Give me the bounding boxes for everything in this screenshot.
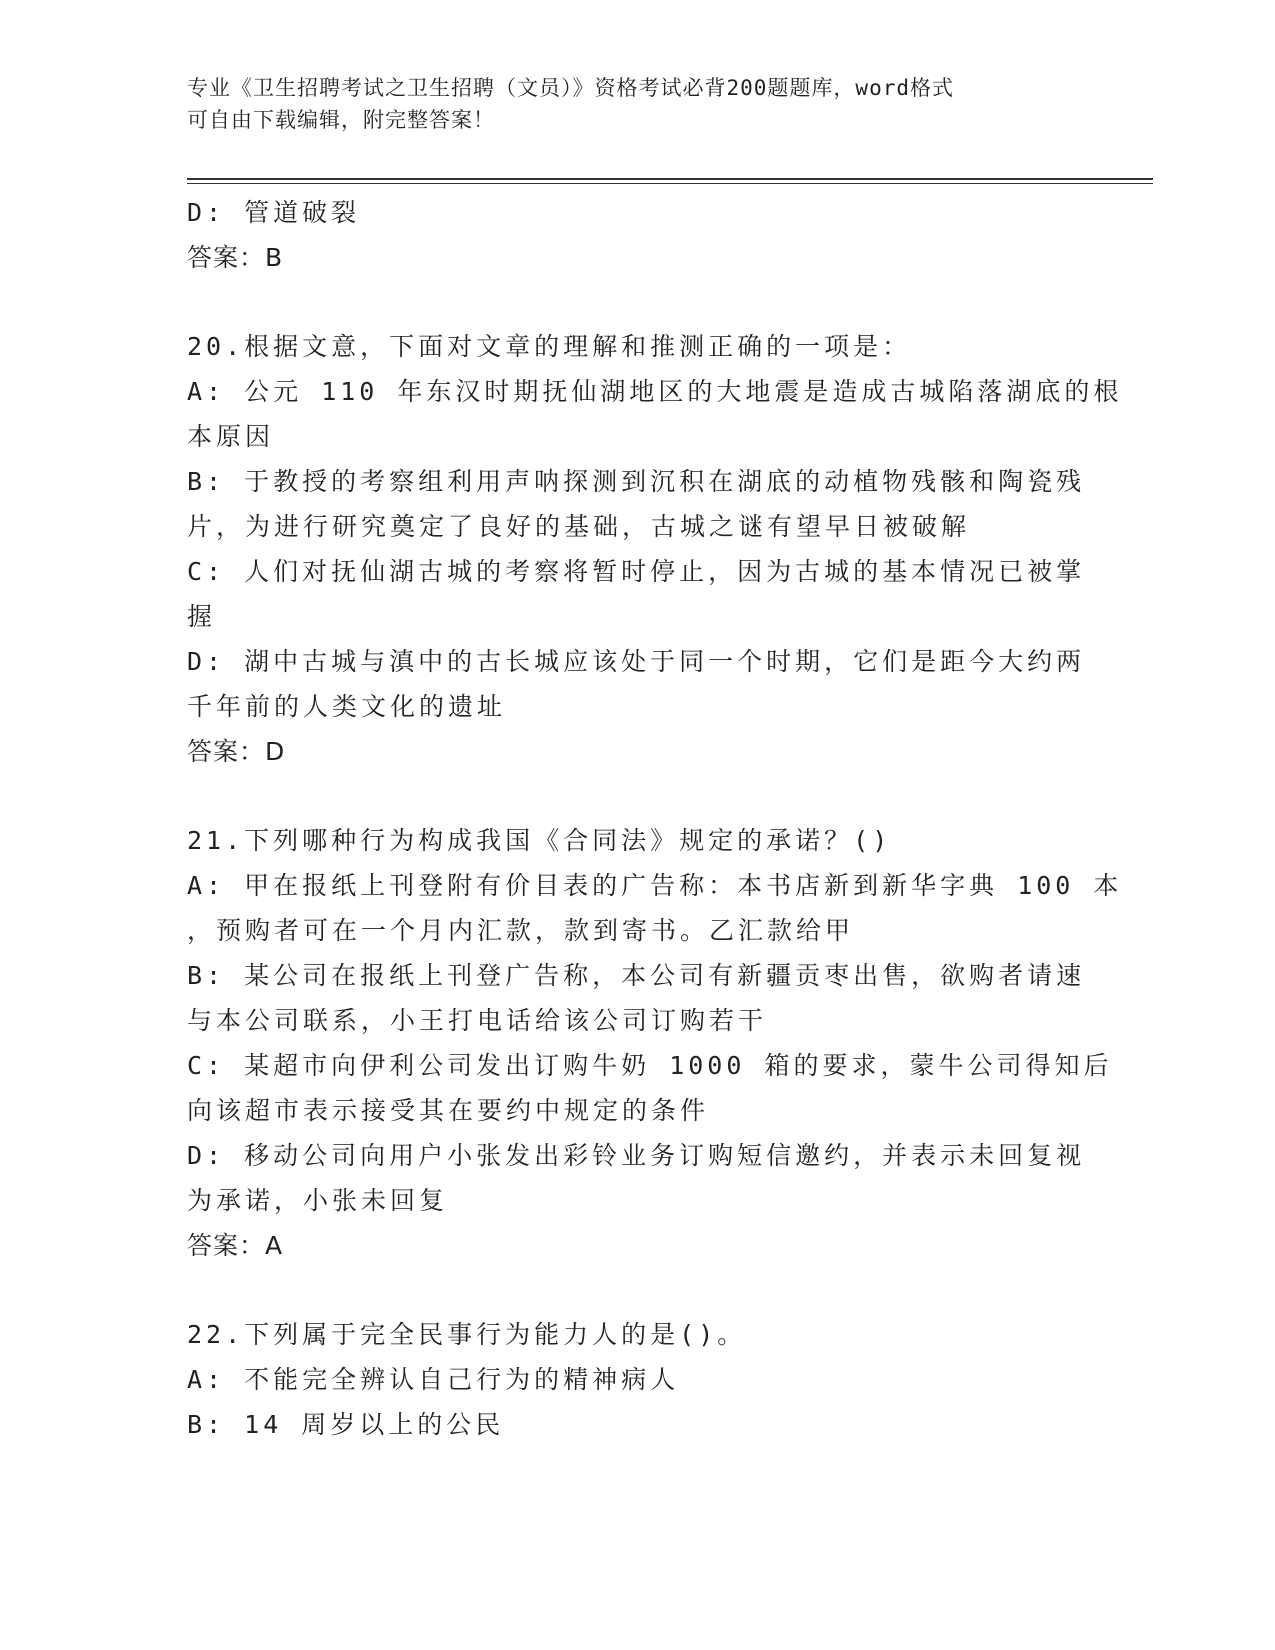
answer-line: 答案：B bbox=[187, 243, 284, 272]
option-b-continued: 与本公司联系，小王打电话给该公司订购若干 bbox=[187, 1006, 768, 1035]
header-title-line-1: 专业《卫生招聘考试之卫生招聘（文员）》资格考试必背200题题库，word格式 bbox=[187, 76, 954, 100]
option-b: B: 于教授的考察组利用声呐探测到沉积在湖底的动植物残骸和陶瓷残 bbox=[187, 467, 1086, 496]
question-block-20 bbox=[187, 324, 1123, 774]
question-block-21 bbox=[187, 818, 1123, 1268]
option-b: B: 某公司在报纸上刊登广告称，本公司有新疆贡枣出售，欲购者请速 bbox=[187, 961, 1086, 990]
option-b: B: 14 周岁以上的公民 bbox=[187, 1410, 505, 1439]
option-c: C: 某超市向伊利公司发出订购牛奶 1000 箱的要求，蒙牛公司得知后 bbox=[187, 1051, 1113, 1080]
option-a: A: 不能完全辨认自己行为的精神病人 bbox=[187, 1365, 680, 1394]
option-d: D: 移动公司向用户小张发出彩铃业务订购短信邀约，并表示未回复视 bbox=[187, 1141, 1086, 1170]
question-block-22 bbox=[187, 1312, 1087, 1447]
header-divider-thick bbox=[187, 178, 1153, 180]
spacer bbox=[187, 774, 1087, 818]
option-a-continued: ，预购者可在一个月内汇款，款到寄书。乙汇款给甲 bbox=[187, 916, 855, 945]
option-a: A: 甲在报纸上刊登附有价目表的广告称：本书店新到新华字典 100 本 bbox=[187, 871, 1123, 900]
option-a-continued: 本原因 bbox=[187, 422, 275, 451]
option-c: C: 人们对抚仙湖古城的考察将暂时停止，因为古城的基本情况已被掌 bbox=[187, 557, 1086, 586]
option-d: D: 湖中古城与滇中的古长城应该处于同一个时期，它们是距今大约两 bbox=[187, 647, 1086, 676]
option-a: A: 公元 110 年东汉时期抚仙湖地区的大地震是造成古城陷落湖底的根 bbox=[187, 377, 1123, 406]
option-d: D: 管道破裂 bbox=[187, 198, 361, 227]
option-d-continued: 为承诺，小张未回复 bbox=[187, 1186, 449, 1215]
page-header bbox=[187, 72, 1087, 136]
option-d-continued: 千年前的人类文化的遗址 bbox=[187, 692, 507, 721]
spacer bbox=[187, 280, 1087, 324]
question-stem: 21.下列哪种行为构成我国《合同法》规定的承诺？() bbox=[187, 826, 892, 855]
header-title-line-2: 可自由下载编辑，附完整答案！ bbox=[187, 108, 495, 132]
question-stem: 20.根据文意，下面对文章的理解和推测正确的一项是： bbox=[187, 332, 912, 361]
option-b-continued: 片，为进行研究奠定了良好的基础，古城之谜有望早日被破解 bbox=[187, 512, 971, 541]
question-stem: 22.下列属于完全民事行为能力人的是()。 bbox=[187, 1320, 747, 1349]
answer-line: 答案：A bbox=[187, 1231, 284, 1260]
question-content bbox=[187, 190, 1123, 1447]
option-c-continued: 握 bbox=[187, 602, 217, 631]
question-block-19-tail bbox=[187, 190, 1087, 280]
spacer bbox=[187, 1268, 1087, 1312]
header-divider-thin bbox=[187, 183, 1153, 184]
answer-line: 答案：D bbox=[187, 737, 286, 766]
option-c-continued: 向该超市表示接受其在要约中规定的条件 bbox=[187, 1096, 710, 1125]
